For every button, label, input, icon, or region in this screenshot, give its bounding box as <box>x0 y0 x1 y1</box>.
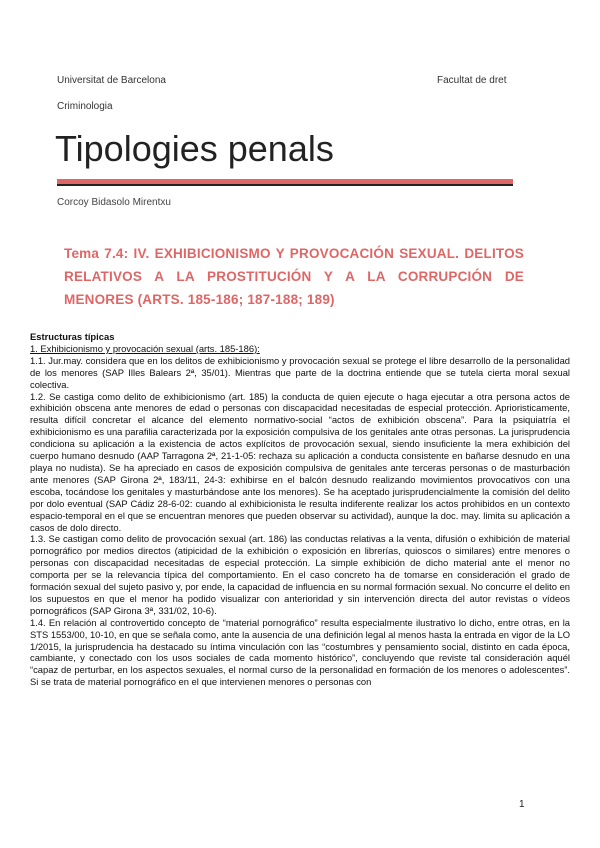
document-title: Tipologies penals <box>55 128 334 169</box>
subsection-heading: 1. Exhibicionismo y provocación sexual (arts. 185-186): <box>30 342 260 354</box>
page-number: 1 <box>519 799 525 810</box>
paragraph-1-4: 1.4. En relación al controvertido concepto de “material pornográfico” resulta especialmente ilustrativo lo dicho, entre otras, en la STS 1553/00, 10-10, en que se señala como, ante la ausencia de una definición legal al menos hasta la entrada en vigor de la LO 1/2015, la jurisprudencia ha destacado su íntima vinculación con las “costumbres y pensamiento social, distinto en cada época, cambiante, y conectado con los usos sociales de cada momento histórico”, concluyendo que reviste tal consideración aquél “capaz de perturbar, en los aspectos sexuales, el normal curso de la personalidad en formación de los menores o adolescentes”. Si se trata de material pornográfico en el que intervienen menores o personas con <box>30 616 570 688</box>
section-heading: Estructuras típicas <box>30 331 115 342</box>
title-underline <box>57 179 513 186</box>
header-faculty: Facultat de dret <box>437 75 507 86</box>
topic-heading: Tema 7.4: IV. EXHIBICIONISMO Y PROVOCACIÓN SEXUAL. DELITOS RELATIVOS A LA PROSTITUCIÓN Y A LA CORRUPCIÓN DE MENORES (ARTS. 185-186; 187-188; 189) <box>64 246 524 307</box>
author-name: Corcoy Bidasolo Mirentxu <box>57 197 171 208</box>
paragraph-1-3: 1.3. Se castigan como delito de provocación sexual (art. 186) las conductas relativas a la venta, difusión o exhibición de material pornográfico por medios directos (atipicidad de la exhibición o exposición en librerías, quioscos o similares) entre menores o personas con discapacidad necesitadas de especial protección. La simple exhibición de dicho material ante el menor no comporta per se la relevancia típica del comportamiento. En el caso concreto ha de tomarse en consideración el grado de formación sexual del sujeto pasivo y, por ende, la capacidad de influencia en su normal formación sexual. No concurre el delito en los supuestos en que el menor ha podido visualizar con anterioridad y sin intervención directa del autor revistas o vídeos pornográficos (SAP Girona 3ª, 331/02, 10-6). <box>30 533 570 616</box>
paragraph-1-1: 1.1. Jur.may. considera que en los delitos de exhibicionismo y provocación sexual se protege el libre desarrollo de la personalidad de los menores (SAP Illes Balears 2ª, 35/01). Mientras que parte de la doctrina entiende que se tutela cierta moral sexual colectiva. <box>30 354 570 390</box>
paragraph-1-2: 1.2. Se castiga como delito de exhibicionismo (art. 185) la conducta de quien ejecute o haga ejecutar a otra persona actos de exhibición obscena ante menores de edad o personas con discapacidad necesitadas de especial protección. Aprioristicamente, resulta difícil concretar el alcance del elemento normativo-social “actos de exhibición obscena”. Para la psiquiatría el exhibicionismo es una parafilia caracterizada por la exposición compulsiva de los genitales ante otras personas. La jurisprudencia condiciona su aplicación a la existencia de actos explícitos de provocación sexual, siendo insuficiente la mera exhibición del cuerpo humano desnudo (AAP Tarragona 2ª, 21-1-05: rechaza su aplicación a conducta consistente en bañarse desnudo en una playa no nudista). Se ha apreciado en casos de exposición compulsiva de genitales ante terceras personas o de masturbación ante menores (SAP Girona 2ª, 183/11, 24-3: exhibirse en el balcón desnudo realizando movimientos provocativos con una escoba, tocándose los genitales y masturbándose ante los menores). Se ha aceptado jurisprudencialmente la comisión del delito por dolo eventual (SAP Cádiz 28-6-02: cuando al exhibicionista le resulta indiferente realizar los actos prohibidos en un contexto espacio-temporal en el que se encuentran menores que pueden observar su actividad), aunque la doc. may. limita su aplicación a casos de dolo directo. <box>30 390 570 533</box>
document-body <box>30 331 570 688</box>
header-subject: Criminologia <box>57 101 113 112</box>
header-university: Universitat de Barcelona <box>57 75 166 86</box>
